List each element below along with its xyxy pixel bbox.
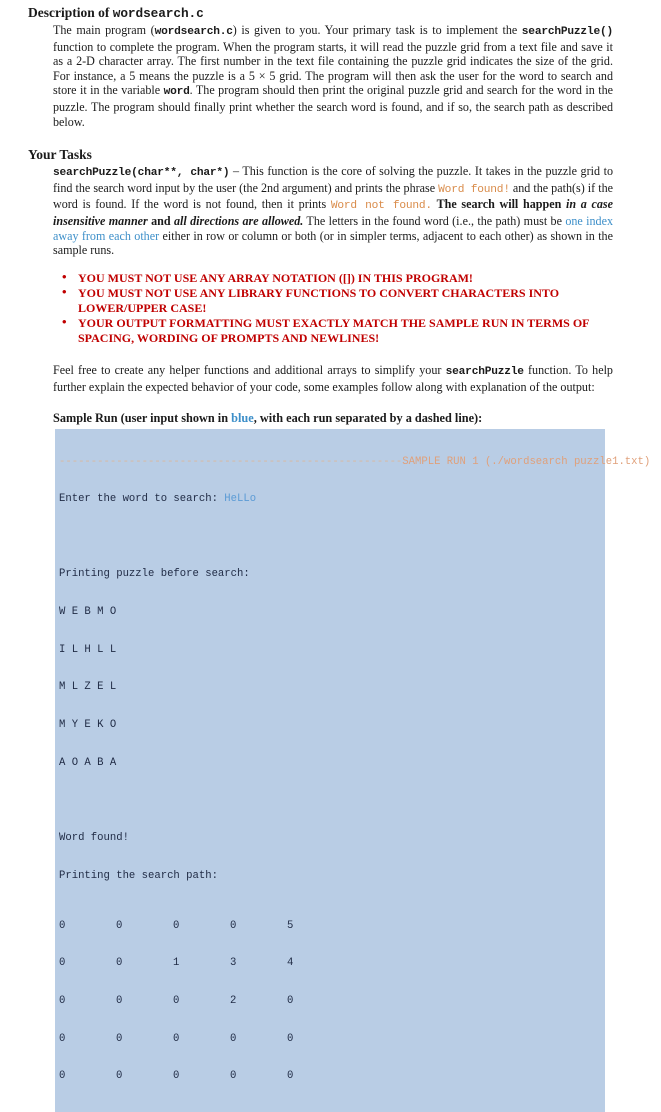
spacer-2 xyxy=(0,258,661,271)
desc-code-searchpuzzle: searchPuzzle() xyxy=(521,26,613,38)
path-cell: 0 xyxy=(59,957,66,970)
path-cell: 0 xyxy=(230,919,237,932)
spacer-3 xyxy=(0,346,661,363)
desc-code-wordsearch: wordsearch.c xyxy=(154,26,233,38)
path-cell: 0 xyxy=(116,957,123,970)
dashed-separator: ------------------------------------------------------ xyxy=(59,455,403,468)
task-paragraph xyxy=(0,164,661,258)
desc-text-3: function to complete the program. When the program starts, it will read the puzzle grid from a text file and save it as a 2-D character array. The first number in the text file containing the puzzle grid indicates the size of the grid. For instance, a 5 means the puzzle is a 5 × 5 grid. The program will then ask the user for the word to search and store it in the variable xyxy=(53,39,613,98)
list-item: • YOUR OUTPUT FORMATTING MUST EXACTLY MATCH THE SAMPLE RUN IN TERMS OF SPACING, WORDING OF PROMPTS AND NEWLINES! xyxy=(0,316,621,345)
task-blue-phrase: one index away from each other xyxy=(53,213,614,243)
search-path-row xyxy=(55,1070,605,1083)
sample-run-heading xyxy=(0,411,661,426)
path-cell: 0 xyxy=(116,1032,123,1045)
path-cell: 0 xyxy=(287,995,294,1008)
closing-text-1: Feel free to create any helper functions and additional arrays to simplify your xyxy=(53,363,446,378)
path-cell: 0 xyxy=(116,919,123,932)
spacer-4 xyxy=(0,394,661,411)
terminal-prompt-line xyxy=(55,493,605,506)
sample-head-text-1: Sample Run (user input shown in xyxy=(53,411,232,426)
word-found-message: Word found! xyxy=(59,831,129,844)
search-path-row xyxy=(55,995,605,1008)
sample-head-text-2: , with each run separated by a dashed line): xyxy=(253,411,483,426)
task-text-5: either in row or column or both (or in simpler terms, adjacent to each other) as shown in the sample runs. xyxy=(53,228,613,258)
path-cell: 0 xyxy=(59,1032,66,1045)
path-cell: 0 xyxy=(287,1032,294,1045)
path-cell: 5 xyxy=(287,919,294,932)
task-text-2: and the path(s) if the word is found. If the word is not found, then it prints xyxy=(53,180,613,212)
task-code-word-not-found: Word not found. xyxy=(330,200,432,213)
desc-text-1: The main program ( xyxy=(53,23,155,37)
section-heading-your-tasks: Your Tasks xyxy=(28,147,92,163)
terminal-separator-line xyxy=(55,455,651,469)
terminal-blank-line-1 xyxy=(55,531,605,544)
task-code-word-found: Word found! xyxy=(438,183,510,196)
puzzle-grid-row: M L Z E L xyxy=(59,681,117,694)
path-cell: 0 xyxy=(173,1070,180,1083)
puzzle-grid-row: I L H L L xyxy=(59,643,117,656)
path-cell: 0 xyxy=(59,919,66,932)
search-path-row xyxy=(55,1033,605,1046)
path-cell: 0 xyxy=(287,1070,294,1083)
terminal-print-before-label: Printing puzzle before search: xyxy=(59,568,250,581)
task-bolditalic-case-insensitive: in a case insensitive manner xyxy=(53,197,613,228)
spacer-1 xyxy=(0,129,661,146)
puzzle-grid-row: M Y E K O xyxy=(59,718,117,731)
section-heading-description xyxy=(0,4,661,22)
path-cell: 4 xyxy=(287,957,294,970)
closing-paragraph xyxy=(0,363,661,394)
sample-head-blue-word: blue xyxy=(231,411,254,426)
closing-code-searchpuzzle: searchPuzzle xyxy=(445,366,524,379)
task-text-4: The letters in the found word (i.e., the path) must be xyxy=(303,213,566,228)
search-path-row xyxy=(55,920,605,933)
path-cell: 0 xyxy=(230,1070,237,1083)
heading-code-filename: wordsearch.c xyxy=(112,6,204,21)
task-bold-1: The search will happen xyxy=(436,197,566,212)
description-paragraph xyxy=(0,23,661,129)
puzzle-grid-row: W E B M O xyxy=(59,606,117,619)
sample-run-label: SAMPLE RUN 1 (./wordsearch puzzle1.txt) xyxy=(402,455,651,468)
path-cell: 0 xyxy=(116,995,123,1008)
desc-code-word: word xyxy=(163,86,190,99)
task-function-signature: searchPuzzle(char**, char*) xyxy=(53,167,230,180)
path-cell: 0 xyxy=(59,1070,66,1083)
path-cell: 0 xyxy=(59,995,66,1008)
puzzle-grid-row: A O A B A xyxy=(59,756,117,769)
task-bolditalic-all-directions: all directions are allowed. xyxy=(173,213,304,228)
heading-prefix: Description of xyxy=(28,5,113,20)
prompt-text: Enter the word to search: xyxy=(59,493,225,506)
search-path-header: Printing the search path: xyxy=(59,869,218,882)
desc-text-2: ) is given to you. Your primary task is to implement the xyxy=(232,23,522,37)
path-cell: 0 xyxy=(173,919,180,932)
path-cell: 0 xyxy=(173,1032,180,1045)
search-path-row xyxy=(55,957,605,970)
terminal-output-block xyxy=(55,429,651,1112)
path-cell: 2 xyxy=(230,995,237,1008)
path-cell: 1 xyxy=(173,957,180,970)
list-item: • YOU MUST NOT USE ANY ARRAY NOTATION ([]) IN THIS PROGRAM! xyxy=(0,271,621,286)
path-cell: 0 xyxy=(230,1032,237,1045)
task-text-1: – This function is the core of solving the puzzle. It takes in the puzzle grid to find the search word input by the user (the 2nd argument) and prints the phrase xyxy=(53,164,613,195)
path-cell: 0 xyxy=(116,1070,123,1083)
requirements-list xyxy=(0,271,661,346)
path-cell: 0 xyxy=(173,995,180,1008)
list-item: • YOU MUST NOT USE ANY LIBRARY FUNCTIONS TO CONVERT CHARACTERS INTO LOWER/UPPER CASE! xyxy=(0,286,621,315)
user-input-value: HeLLo xyxy=(224,493,257,506)
path-cell: 3 xyxy=(230,957,237,970)
closing-text-2: function. To help further explain the expected behavior of your code, some examples follow along with explanation of the output: xyxy=(53,363,613,394)
task-bold-2: and xyxy=(147,213,174,228)
terminal-blank-line-2 xyxy=(55,794,605,807)
desc-text-4: . The program should then print the original puzzle grid and search for the word in the puzzle. The program should finally print whether the search word is found, and if so, the search path as described below. xyxy=(53,83,613,129)
